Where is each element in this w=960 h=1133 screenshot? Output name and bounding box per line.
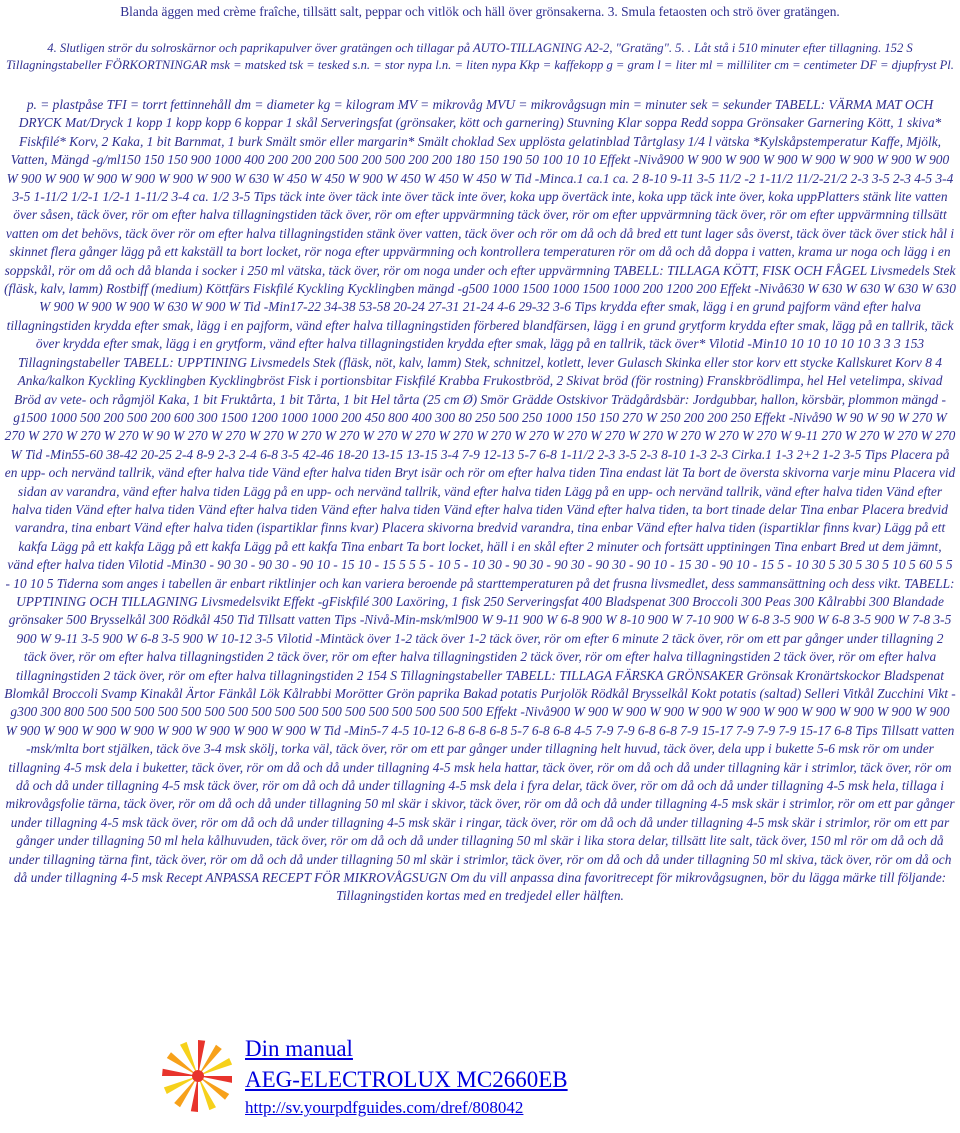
abbreviations-paragraph: 4. Slutligen strör du solroskärnor och paprikapulver över gratängen och tillagar på AUTO-TILLAGNING A2-2, "Gratäng". 5. . Låt stå i 510 minuter efter tillagning. 152 S Tillagningstabeller FÖRKORTNINGAR msk = matsked tsk = tesked s.n. = stor nypa l.n. = liten nypa Kkp = kaffekopp g = gram l = liter ml = milliliter cm = centimeter DF = djupfryst Pl. [6, 41, 954, 73]
manual-url-link[interactable]: http://sv.yourpdfguides.com/dref/808042 [245, 1098, 524, 1117]
logo-center [192, 1070, 204, 1082]
intro-line: Blanda äggen med crème fraîche, tillsätt salt, peppar och vitlök och häll över grönsakerna. 3. Smula fetaosten och strö över gratängen. [120, 4, 840, 19]
cooking-tables-paragraph: p. = plastpåse TFI = torrt fettinnehåll dm = diameter kg = kilogram MV = mikrovåg MVU = mikrovågsugn min = minuter sek = sekunder TABELL: VÄRMA MAT OCH DRYCK Mat/Dryck 1 kopp 1 kopp kopp 6 koppar 1 skål Serveringsfat (grönsaker, kött och garnering) Stuvning Klar soppa Redd soppa Grönsaker Garnering Kött, 1 skiva* Fiskfilé* Korv, 2 Kaka, 1 bit Barnmat, 1 burk Smält smör eller margarin* Smält choklad Sex upplösta gelatinblad Tårtglasy 1/4 l vätska *Kylskåpstemperatur Kaffe, Mjölk, Vatten, Mängd -g/ml150 150 150 900 1000 400 200 200 200 500 200 500 200 200 180 150 190 50 100 10 10 Effekt -Nivå900 W 900 W 900 W 900 W 900 W 900 W 900 W 900 W 900 W 900 W 900 W 900 W 900 W 900 W 630 W 450 W 450 W 900 W 450 W 450 W 450 W Tid -Minca.1 ca.1 ca. 2 8-10 9-11 3-5 11/2 -2 1-11/2 11/2-21/2 2-3 3-5 2-3 4-5 3-4 3-5 1-11/2 1/2-1 1/2-1 1-11/2 3-4 ca. 1/2 3-5 Tips täck inte över täck inte över täck inte över, koka upp övertäck inte, koka upp täck inte över, koka uppPlatters stänk lite vatten över såsen, täck över, rör om efter halva tillagningstiden täck över, rör om efter uppvärmning täck över, rör om efter uppvärmning täck över, rör om efter uppvärmning tillsätt vatten om det behövs, täck över rör om efter halva tillagningstiden stänk över vatten, täck över och rör om då och då bred ett tunt lager sås överst, täck över täck över stick hål i skinnet flera gånger lägg på ett kakställ ta bort locket, rör noga efter uppvärmning och kontrollera temperaturen rör om då och då doppa i vatten, krama ur noga och lägg i en soppskål, rör om då och då blanda i socker i 250 ml vätska, täck över, rör om noga under och efter uppvärmning TABELL: TILLAGA KÖTT, FISK OCH FÅGEL Livsmedels Stek (fläsk, kalv, lamm) Rostbiff (medium) Köttfärs Fiskfilé Kyckling Kycklingben mängd -g500 1000 1500 1000 1500 1000 200 1200 200 Effekt -Nivå630 W 630 W 630 W 630 W 630 W 900 W 900 W 900 W 630 W 900 W Tid -Min17-22 34-38 53-58 20-24 27-31 21-24 4-6 29-32 3-6 Tips krydda efter smak, lägg i en grund pajform vänd efter halva tillagningstiden krydda efter smak, lägg i en pajform, vänd efter halva tillagningstiden förbered blandfärsen, lägg i en grund grytform krydda efter smak, lägg på en tallrik, täck över krydda efter smak, lägg i en grytform, vänd efter halva tillagningstiden krydda efter smak, lägg på en tallrik, täck över* Vilotid -Min10 10 10 10 10 10 3 3 3 153 Tillagningstabeller TABELL: UPPTINING Livsmedels Stek (fläsk, nöt, kalv, lamm) Stek, schnitzel, kotlett, lever Gulasch Skinka eller stor korv ett stycke Kallskuret Korv 8 4 Anka/kalkon Kyckling Kycklingben Kycklingbröst Fisk i portionsbitar Fiskfilé Krabba Frukostbröd, 2 Skivat bröd (för rostning) Franskbrödlimpa, hel Hel vetelimpa, skivad Bröd av vete- och rågmjöl Kaka, 1 bit Fruktårta, 1 bit Tårta, 1 bit Hel tårta (25 cm Ø) Smör Grädde Ostskivor Trädgårdsbär: Jordgubbar, hallon, körsbär, plommon mängd -g1500 1000 500 200 500 200 600 300 1500 1200 1000 1000 200 450 800 400 300 80 250 500 250 1000 150 150 270 W 250 200 200 250 Effekt -Nivå90 W 90 W 90 W 270 W 270 W 270 W 270 W 270 W 90 W 270 W 270 W 270 W 270 W 270 W 270 W 270 W 270 W 270 W 270 W 270 W 270 W 270 W 270 W 270 W 270 W 9-11 270 W 270 W 270 W 270 W Tid -Min55-60 38-42 20-25 2-4 8-9 2-3 2-4 6-8 3-5 42-46 18-20 13-15 13-15 3-4 7-9 12-13 5-7 6-8 1-11/2 2-3 3-5 2-3 8-10 1-3 2-3 Cirka.1 1-3 2+2 1-2 3-5 Tips Placera på en upp- och nervänd tallrik, vänd efter halva tide Vänd efter halva tiden Bryt isär och rör om efter halva tiden Tina endast lät Ta bort de översta skivorna varje minu Placera vid sidan av varandra, vänd efter halva tiden Lägg på en upp- och nervänd tallrik, vänd efter halva tiden Lägg på en upp- och nervänd tallrik, vänd efter halva tiden Vänd efter halva tiden Vänd efter halva tiden Vänd efter halva tiden Vänd efter halva tiden Vänd efter halva tiden Vänd efter halva tiden, ta bort tinade delar Tina enbar Placera bredvid varandra, tina enbart Vänd efter halva tiden (ispartiklar finns kvar) Placera skivorna bredvid varandra, tina enbar Vänd efter halva tiden (ispartiklar finns kvar) Lägg på ett kakfa Lägg på ett kakfa Lägg på ett kakfa Lägg på ett kakfa Tina enbart Ta bort locket, häll i en skål efter 2 minuter och fortsätt upptiningen Tina enbart Bred ut dem jämnt, vänd efter halva tiden Vilotid -Min30 - 90 30 - 90 30 - 90 10 - 15 10 - 15 5 5 5 - 10 5 - 10 30 - 90 30 - 90 30 - 90 30 - 90 10 - 15 30 - 90 10 - 15 5 - 10 30 5 30 5 30 5 10 5 60 5 5 - 10 10 5 Tiderna som anges i tabellen är enbart riktlinjer och kan variera beroende på starttemperaturen på det frusna livsmedlet, dess sammansättning och dess vikt. TABELL: UPPTINING OCH TILLAGNING Livsmedelsvikt Effekt -gFiskfilé 300 Laxöring, 1 fisk 250 Serveringsfat 400 Bladspenat 300 Broccoli 300 Peas 300 Kålrabbi 300 Blandade grönsaker 500 Brysselkål 300 Rödkål 450 Tid Tillsatt vatten Tips -Nivå-Min-msk/ml900 W 9-11 900 W 6-8 900 W 8-10 900 W 7-10 900 W 6-8 3-5 900 W 6-8 3-5 900 W 7-8 3-5 900 W 9-11 3-5 900 W 6-8 3-5 900 W 10-12 3-5 Vilotid -Mintäck över 1-2 täck över 1-2 täck över, rör om efter 6 minute 2 täck över, rör om ett par gånger under tillagning 2 täck över, rör om efter halva tillagningstiden 2 täck över, rör om efter halva tillagningstiden 2 täck över, rör om efter halva tillagningstiden 2 täck över, rör om efter halva tillagningstiden 2 täck över, rör om efter halva tillagningstiden 2 154 S Tillagningstabeller TABELL: TILLAGA FÄRSKA GRÖNSAKER Grönsak Kronärtskockor Bladspenat Blomkål Broccoli Svamp Kinakål Ärtor Fänkål Lök Kålrabbi Morötter Grön paprika Bakad potatis Purjolök Rödkål Brysselkål Kokt potatis (saltad) Selleri Vitkål Zucchini Vikt -g300 300 800 500 500 500 500 500 500 500 500 500 500 500 500 500 500 500 500 500 Effekt -Nivå900 W 900 W 900 W 900 W 900 W 900 W 900 W 900 W 900 W 900 W 900 W 900 W 900 W 900 W 900 W 900 W 900 W 900 W 900 W Tid -Min5-7 4-5 10-12 6-8 6-8 6-8 5-7 6-8 6-8 4-5 7-9 7-9 6-8 6-8 7-9 15-17 7-9 7-9 7-9 15-17 6-8 Tips Tillsatt vatten -msk/mlta bort stjälken, täck öve 3-4 msk skölj, torka väl, täck över, rör om ett par gånger under tillagning helt huvud, täck över, dela upp i bukette 5-6 msk rör om under tillagning 4-5 msk dela i buketter, täck över, rör om då och då under tillagning 4-5 msk hela hattar, täck över, rör om då och då under tillagning kär i strimlor, täck över, rör om då och då under tillagning 4-5 msk täck över, rör om då och då under tillagning 4-5 msk dela i fyra delar, täck över, rör om då och då under tillagning 4-5 msk hela, tillaga i mikrovågsfolie tärna, täck över, rör om då och då under tillagning 50 ml skär i skivor, täck över, rör om då och då under tillagning 4-5 msk skär i strimlor, rör om ett par gånger under tillagning 4-5 msk täck över, rör om då och då under tillagning 4-5 msk skär i ringar, täck över, rör om då och då under tillagning 4-5 msk skär i strimlor, rör om ett par gånger under tillagning 50 ml hela kålhuvuden, täck över, rör om då och då under tillagning 50 ml skär i lika stora delar, tillsätt lite salt, täck över, 150 ml rör om då och då under tillagning tärna fint, täck över, rör om då och då under tillagning 50 ml skär i strimlor, täck över, rör om då och då under tillagning 50 ml skiva, täck över, rör om då och då under tillagning 4-5 msk Recept ANPASSA RECEPT FÖR MIKROVÅGSUGN Om du vill anpassa dina favoritrecept för mikrovågsugnen, bör du lägga märke till följande: Tillagningstiden kortas med en tredjedel eller hälften. [4, 97, 956, 904]
starburst-logo-icon [158, 1036, 232, 1118]
product-model-link[interactable]: AEG-ELECTROLUX MC2660EB [245, 1067, 568, 1092]
din-manual-link[interactable]: Din manual [245, 1036, 353, 1061]
footer-links [245, 1034, 568, 1120]
footer [0, 1034, 960, 1130]
